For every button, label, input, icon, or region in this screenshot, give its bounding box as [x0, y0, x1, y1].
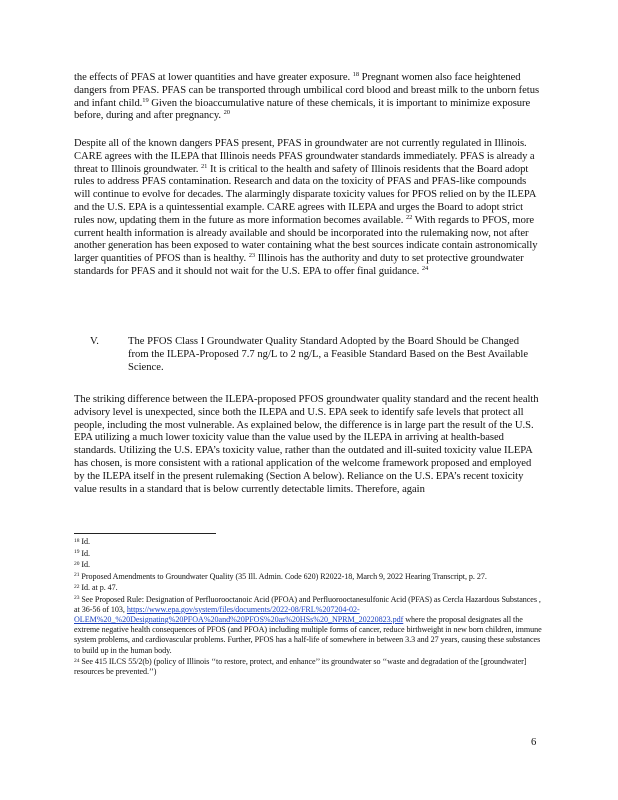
page-number: 6	[531, 737, 537, 748]
text-run: Id.	[81, 560, 91, 569]
footnote-19	[74, 549, 544, 559]
footnote-separator	[74, 533, 216, 534]
footnote-reference[interactable]: 23	[248, 252, 256, 260]
text-run: Pregnant women also face heightened dangers from PFAS. PFAS can be transported through umbilical cord blood and breast milk to the unborn fetus and infant child.	[74, 72, 540, 109]
footnote-reference[interactable]: 19	[142, 96, 149, 104]
paragraph-pfos-standard	[74, 394, 544, 496]
text-run: See Proposed Rule: Designation of Perfluorooctanoic Acid (PFOA) and Perfluorooctanesulfonic Acid (PFAS) as Cercla Hazardous Substances , at 36-56 of 103,	[74, 594, 541, 614]
footnote-number: 18	[74, 537, 80, 544]
footnote-22	[74, 583, 544, 593]
text-run: Illinois has the authority and duty to set protective groundwater standards for PFAS and it should not wait for the U.S. EPA to offer final guidance.	[74, 253, 524, 277]
text-run: the effects of PFAS at lower quantities and have greater exposure.	[74, 72, 353, 83]
text-run: With regards to PFOS, more current health information is already available and should be incorporated into the rulemaking now, not after another generation has been exposed to water containing what the best sources indicate contain astronomically larger quantities of PFOS than is healthy.	[74, 214, 538, 265]
text-run: See 415 ILCS 55/2(b) (policy of Illinois ‘‘to restore, protect, and enhance’’ its groundwater so ‘‘waste and degradation of the [groundwater] resources be prevented.’’)	[74, 657, 527, 677]
footnote-24	[74, 657, 544, 677]
footnote-number: 24	[74, 657, 80, 664]
paragraph-pfas-exposure	[74, 72, 544, 123]
footnote-reference[interactable]: 20	[223, 109, 230, 117]
footnote-23	[74, 595, 544, 656]
footnote-number: 21	[74, 572, 80, 578]
text-run: The striking difference between the ILEPA-proposed PFOS groundwater quality standard and the recent health advisory level is unexpected, since both the ILEPA and U.S. EPA seek to identify safe levels that protect all people, including the most vulnerable. As explained below, the difference is in large part the result of the U.S. EPA utilizing a much lower toxicity value than the value used by the ILEPA in arriving at health-based standards. Utilizing the U.S. EPA’s toxicity value, rather than the outdated and ill-suited toxicity value ILEPA has chosen, is more consistent with a rational application of the welcome framework proposed and employed by the ILEPA itself in the present rulemaking (Section A below). Reliance on the U.S. EPA’s recent toxicity value results in a standard that is below currently detectable limits. Therefore, again	[74, 394, 539, 495]
text-run: where the proposal designates all the extreme negative health consequences of PFOS (and PFOA) including multiple forms of cancer, reduce birthweight in new born children, immune system problems, and cardiovascular problems. Further, PFOS has a half-life of somewhere in between 3.3 and 27 years, causing these substances to build up in the human body.	[74, 614, 542, 655]
text-run: Proposed Amendments to Groundwater Quality (35 Ill. Admin. Code 620) R2022-18, March 9, 2022 Hearing Transcript, p. 27.	[81, 571, 487, 581]
footnote-number: 19	[74, 549, 80, 555]
footnotes	[74, 537, 544, 679]
footnote-number: 22	[74, 583, 80, 590]
url-link[interactable]: https://www.epa.gov/system/files/documents/2022-08/FRL%207204-02-OLEM%20_%20Designating%20PFOA%20and%20PFOS%20as%20HSs%20_NPRM_20220823.pdf	[74, 604, 404, 624]
section-title: The PFOS Class I Groundwater Quality Standard Adopted by the Board Should be Changed from the ILEPA-Proposed 7.7 ng/L to 2 ng/L, a Feasible Standard Based on the Best Available Science.	[128, 336, 529, 373]
footnote-reference[interactable]: 18	[352, 71, 360, 78]
text-run: It is critical to the health and safety of Illinois residents that the Board adopt rules to address PFAS contamination. Research and data on the toxicity of PFAS and PFAS-like compounds will continue to evolve for decades. The alarmingly disparate toxicity values for PFOS relied on by the ILEPA and the U.S. EPA is a quintessential example. CARE agrees with ILEPA and urges the Board to adopt strict rules now, updating them in the future as more information becomes available.	[74, 163, 536, 226]
text-run: Id.	[81, 548, 91, 558]
footnote-reference[interactable]: 21	[200, 162, 208, 170]
footnote-reference[interactable]: 22	[405, 213, 413, 221]
footnote-20	[74, 560, 544, 570]
paragraph-pfas-regulation	[74, 138, 544, 279]
footnote-21	[74, 572, 544, 582]
footnote-reference[interactable]: 24	[421, 264, 429, 272]
text-run: Id. at p. 47.	[81, 583, 118, 592]
footnote-number: 23	[74, 595, 80, 601]
text-run: Given the bioaccumulative nature of these chemicals, it is important to minimize exposure before, during and after pregnancy.	[74, 97, 531, 122]
text-run: Despite all of the known dangers PFAS present, PFAS in groundwater are not currently regulated in Illinois. CARE agrees with the ILEPA that Illinois needs PFAS groundwater standards immediately. PFAS is already a threat to Illinois groundwater.	[74, 138, 535, 175]
text-run: Id.	[81, 537, 91, 546]
footnote-number: 20	[74, 560, 80, 567]
section-number: V.	[90, 336, 99, 347]
footnote-18	[74, 537, 544, 547]
